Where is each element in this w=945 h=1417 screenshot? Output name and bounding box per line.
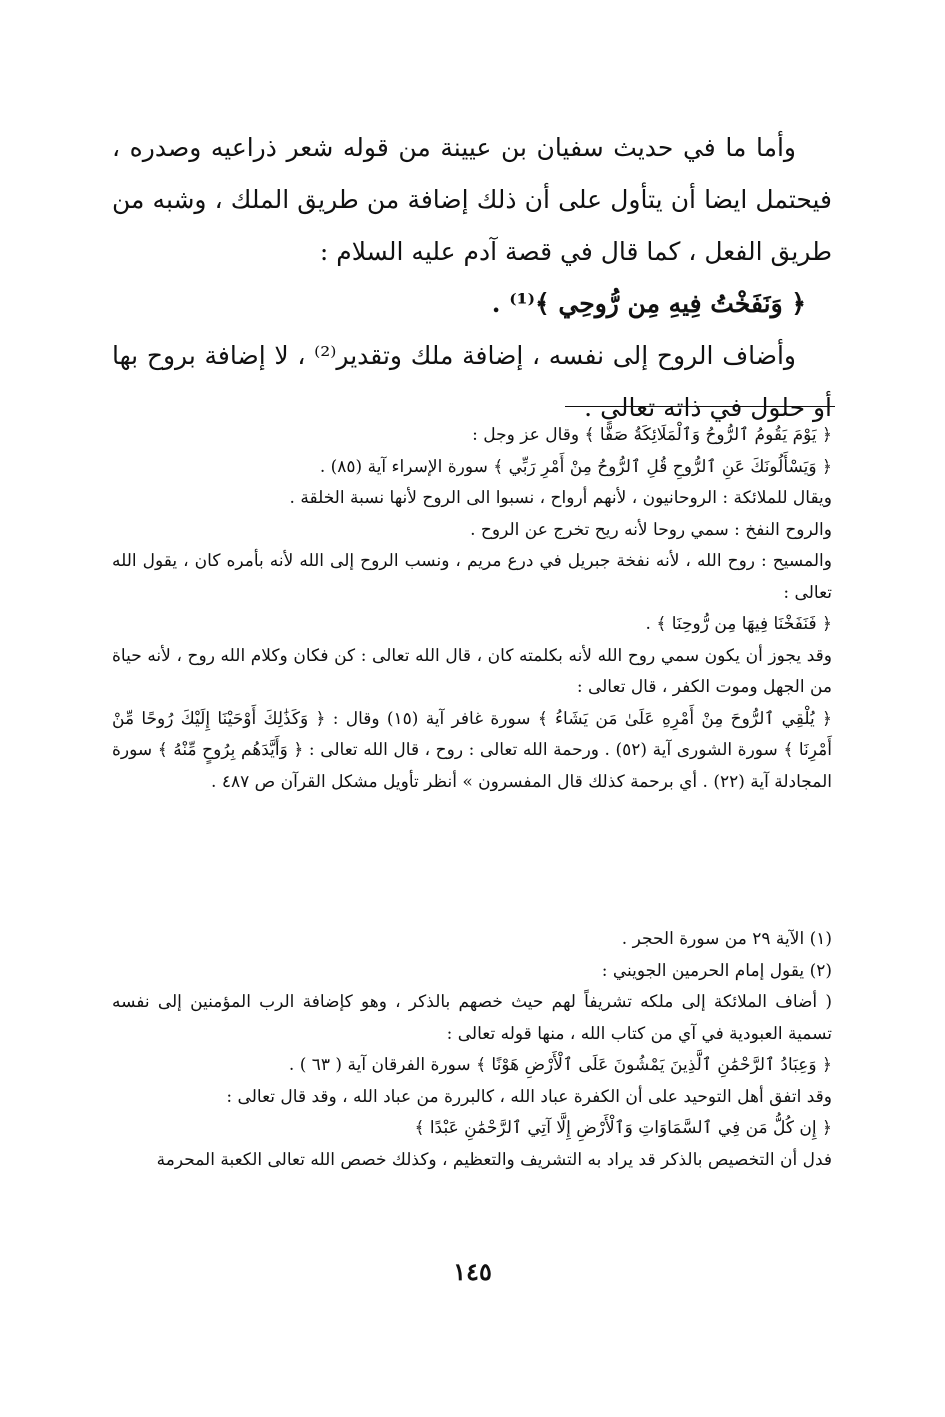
quran-verse: ﴿ وَنَفَخْتُ فِيهِ مِن رُّوحِي ﴾⁽¹⁾ .	[491, 289, 806, 318]
footnote-line: ( أضاف الملائكة إلى ملكه تشريفاً لهم حيث خصهم بالذكر ، وهو كإضافة الرب المؤمنين إلى نفسه تسمية العبودية في آي من كتاب الله ، منها قوله تعالى :	[112, 992, 832, 1044]
footnote-line: ﴿ يُلْقِي ٱلرُّوحَ مِنْ أَمْرِهِ عَلَىٰ مَن يَشَاءُ ﴾ سورة غافر آية (١٥) وقال : ﴿ وَكَذَٰلِكَ أَوْحَيْنَا إِلَيْكَ رُوحًا مِّنْ أَمْرِنَا ﴾ سورة الشورى آية (٥٢) . ورحمة الله تعالى : روح ، قال الله تعالى : ﴿ وَأَيَّدَهُم بِرُوحٍ مِّنْهُ ﴾ سورة المجادلة آية (٢٢) . أي برحمة كذلك قال المفسرون » أنظر تأويل مشكل القرآن ص ٤٨٧ .	[112, 708, 832, 792]
footnote-line: ﴿ إِن كُلُّ مَن فِي ٱلسَّمَاوَاتِ وَٱلْأَرْضِ إِلَّا آتِي ٱلرَّحْمَٰنِ عَبْدًا ﴾	[414, 1118, 832, 1138]
footnote-line: وقد يجوز أن يكون سمي روح الله لأنه بكلمته كان ، قال الله تعالى : كن فكان وكلام الله روح ، لأنه حياة من الجهل وموت الكفر ، قال تعالى :	[112, 645, 832, 697]
paragraph: وأضاف الروح إلى نفسه ، إضافة ملك وتقدير⁽²⁾ ، لا إضافة بروح بها أو حلول في ذاته تعالى .	[112, 341, 832, 422]
paragraph: وأما ما في حديث سفيان بن عيينة من قوله شعر ذراعيه وصدره ، فيحتمل ايضا أن يتأول على أن ذلك إضافة من طريق الملك ، وشبه من طريق الفعل ، كما قال في قصة آدم عليه السلام :	[112, 133, 832, 266]
footnote-line: والروح النفخ : سمي روحا لأنه ريح تخرج عن الروح .	[470, 519, 832, 540]
footnote-1: (١) الآية ٢٩ من سورة الحجر .	[621, 929, 832, 949]
footnote-block-continued	[112, 420, 832, 798]
page-number: ١٤٥	[453, 1257, 492, 1286]
footnote-line: ﴿ وَعِبَادُ ٱلرَّحْمَٰنِ ٱلَّذِينَ يَمْشُونَ عَلَى ٱلْأَرْضِ هَوْنًا ﴾ سورة الفرقان آية ( ٦٣ ) .	[288, 1055, 832, 1075]
footnote-line: ويقال للملائكة : الروحانيون ، لأنهم أرواح ، نسبوا الى الروح لأنها نسبة الخلقة .	[289, 488, 832, 508]
footnote-2: (٢) يقول إمام الحرمين الجويني :	[601, 960, 832, 981]
main-text	[112, 122, 832, 434]
footnote-line: ﴿ فَنَفَخْنَا فِيهَا مِن رُّوحِنَا ﴾ .	[645, 614, 832, 634]
footnote-line: والمسيح : روح الله ، لأنه نفخة جبريل في درع مريم ، ونسب الروح إلى الله لأنه بأمره كان ، يقول الله تعالى :	[112, 551, 832, 603]
footnote-separator	[565, 406, 835, 407]
footnote-line: فدل أن التخصيص بالذكر قد يراد به التشريف والتعظيم ، وكذلك خصص الله تعالى الكعبة المحرمة	[156, 1149, 832, 1170]
footnote-line: ﴿ وَيَسْأَلُونَكَ عَنِ ٱلرُّوحِ قُلِ ٱلرُّوحُ مِنْ أَمْرِ رَبِّي ﴾ سورة الإسراء آية (٨٥) .	[319, 456, 832, 477]
footnotes	[112, 924, 832, 1176]
footnote-line: وقد اتفق أهل التوحيد على أن الكفرة عباد الله ، كالبررة من عباد الله ، وقد قال تعالى :	[226, 1086, 832, 1107]
footnote-line: ﴿ يَوْمَ يَقُومُ ٱلرُّوحُ وَٱلْمَلَائِكَةُ صَفًّا ﴾ وقال عز وجل :	[472, 425, 832, 445]
